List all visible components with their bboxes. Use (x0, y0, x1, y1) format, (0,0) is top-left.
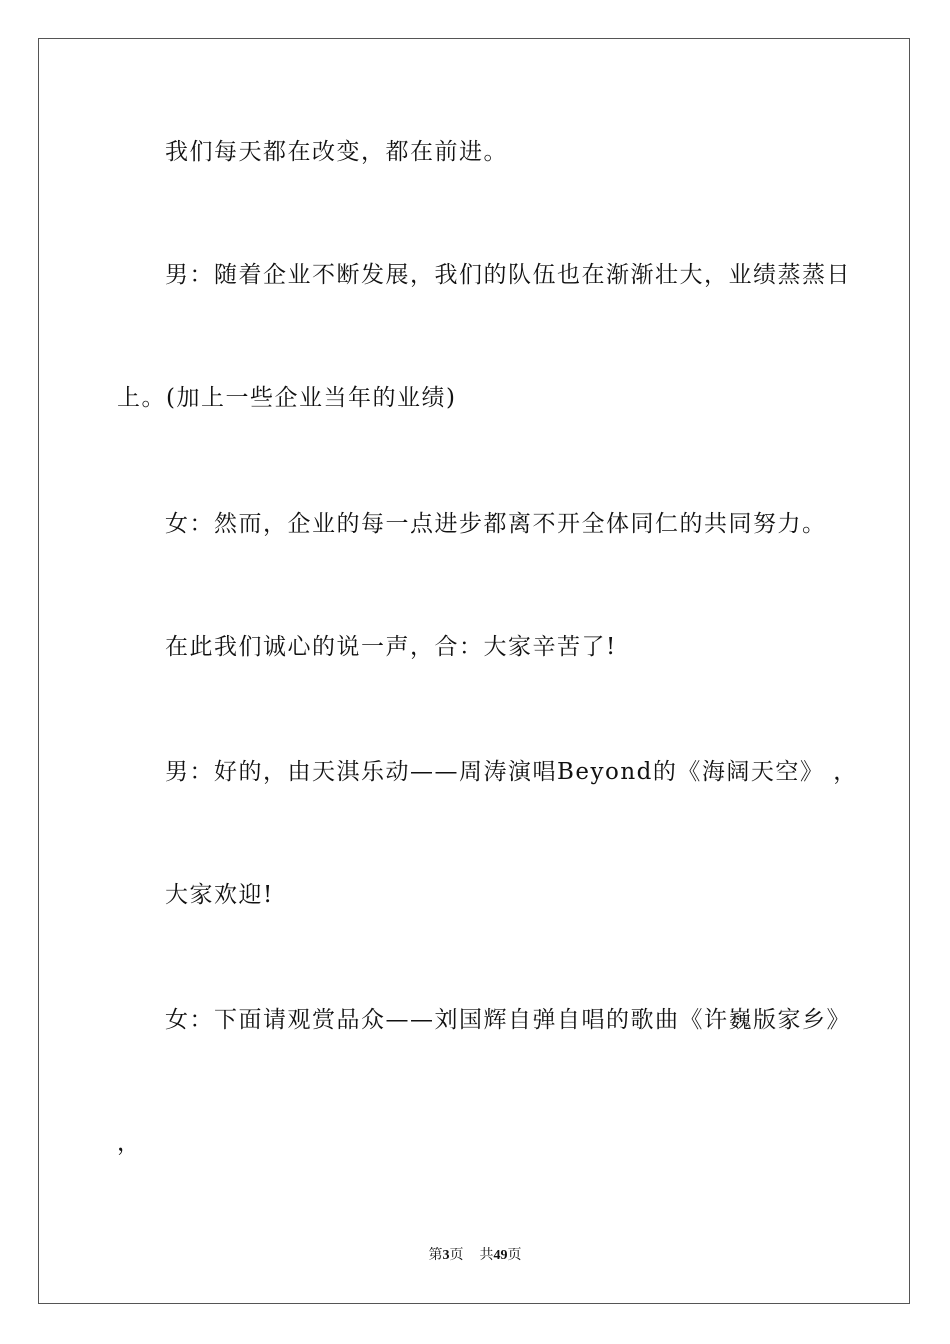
page-border (38, 38, 910, 1304)
footer-total-suffix: 页 (507, 1248, 522, 1263)
paragraph-line-5: 在此我们诚心的说一声，合：大家辛苦了! (165, 634, 617, 660)
paragraph-line-2: 男：随着企业不断发展，我们的队伍也在渐渐壮大，业绩蒸蒸日 (165, 262, 851, 288)
paragraph-line-4: 女：然而，企业的每一点进步都离不开全体同仁的共同努力。 (165, 511, 827, 537)
footer-page-prefix: 第 (428, 1248, 443, 1263)
paragraph-line-7: 大家欢迎! (165, 882, 274, 908)
paragraph-line-8: 女：下面请观赏品众——刘国辉自弹自唱的歌曲《许巍版家乡》 (165, 1007, 851, 1033)
paragraph-line-9: ， (117, 1130, 142, 1156)
page-footer (0, 1246, 950, 1266)
footer-page-number: 3 (442, 1248, 450, 1263)
footer-page-suffix: 页 (449, 1248, 464, 1263)
paragraph-line-3: 上。(加上一些企业当年的业绩) (117, 385, 457, 411)
footer-total-prefix: 共 (479, 1248, 494, 1263)
footer-total-number: 49 (493, 1248, 508, 1263)
paragraph-line-1: 我们每天都在改变，都在前进。 (165, 139, 508, 165)
paragraph-line-6: 男：好的，由天淇乐动——周涛演唱Beyond的《海阔天空》 ， (165, 759, 858, 785)
